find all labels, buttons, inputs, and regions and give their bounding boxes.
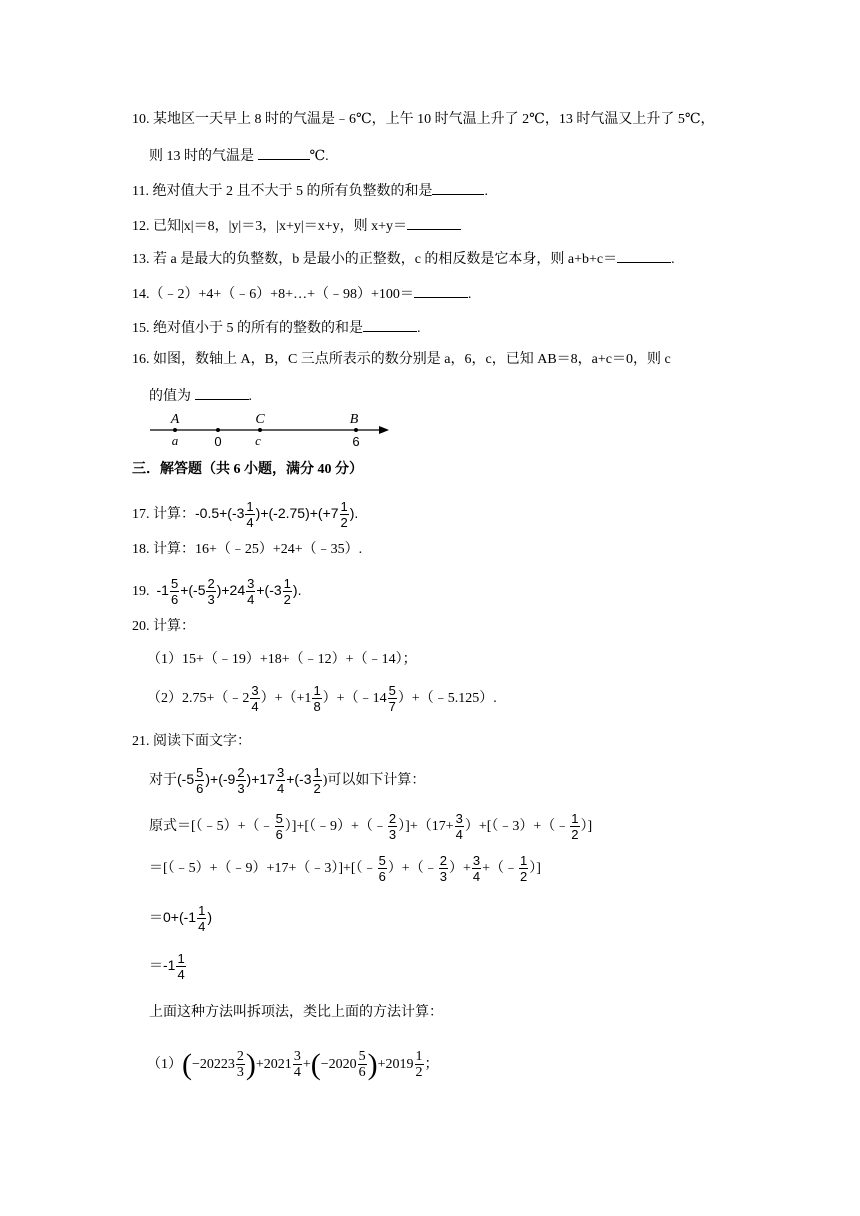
expr-part: ）+（﹣ (387, 861, 438, 876)
q21-line4 (149, 898, 212, 938)
frac-den: 8 (313, 699, 321, 715)
frac-num: 5 (378, 853, 386, 869)
expr-part: ) (207, 909, 212, 925)
answer-blank[interactable] (414, 283, 468, 298)
fraction (236, 1049, 245, 1080)
q17-label: 17. 计算： (132, 507, 195, 522)
answer-blank[interactable] (195, 385, 249, 400)
paren-open: ( (310, 1047, 321, 1081)
expr-part: ）+ (448, 861, 471, 876)
frac-den: 4 (455, 827, 463, 843)
frac-num: 5 (170, 575, 179, 591)
frac-num: 1 (313, 683, 321, 699)
q10-text: 则 13 时的气温是 (149, 149, 258, 164)
frac-num: 1 (246, 498, 254, 514)
frac-den: 7 (388, 699, 396, 715)
frac-den: 4 (177, 966, 185, 982)
expr-part: +(-5 (180, 582, 206, 598)
label-a: a (171, 433, 179, 448)
fraction (313, 765, 322, 796)
expr-part: )可以如下计算： (322, 773, 426, 788)
fraction (340, 499, 349, 530)
frac-den: 4 (198, 918, 206, 934)
q10-line1: 10. 某地区一天早上 8 时的气温是﹣6℃，上午 10 时气温上升了 2℃，13 时气温又上升了 5℃， (132, 112, 715, 127)
frac-num: 2 (237, 764, 245, 780)
frac-den: 4 (293, 1065, 301, 1081)
frac-num: 5 (388, 683, 396, 699)
fraction (378, 853, 387, 884)
q13-period: . (671, 252, 675, 267)
paren-close: ) (367, 1047, 378, 1081)
expr-part: 对于 (149, 773, 177, 788)
label-B: B (349, 412, 359, 427)
expr-part: )+(-2.75)+(+7 (255, 505, 339, 521)
expr-part: +（﹣ (482, 861, 518, 876)
fraction (388, 683, 397, 714)
frac-num: 2 (388, 811, 397, 827)
frac-den: 6 (358, 1065, 366, 1081)
fraction (439, 853, 448, 884)
frac-num: 5 (358, 1049, 366, 1065)
frac-num: 3 (293, 1049, 301, 1065)
expr-part: ）+（﹣14 (322, 691, 387, 706)
frac-den: 4 (247, 591, 255, 607)
frac-den: 6 (275, 827, 283, 843)
q14-period: . (467, 287, 472, 302)
point-c-dot (258, 428, 262, 432)
answer-blank[interactable] (432, 180, 484, 195)
answer-blank[interactable] (363, 317, 417, 332)
fraction (250, 683, 259, 714)
q21-line5 (149, 946, 187, 986)
expr-part: ； (424, 1057, 439, 1072)
origin-dot (216, 428, 220, 432)
frac-num: 3 (472, 853, 481, 869)
point-a-dot (173, 428, 177, 432)
expr-part: )+(-9 (205, 771, 236, 787)
fraction (206, 576, 215, 607)
expr-part: (-5 (177, 771, 195, 787)
q13-text: 13. 若 a 是最大的负整数，b 是最小的正整数，c 的相反数是它本身，则 a+b+c＝ (132, 252, 618, 267)
expr-part: ）+[（﹣3）+（﹣ (464, 819, 570, 834)
expr-part: + (302, 1057, 311, 1072)
fraction (415, 1049, 424, 1080)
fraction (283, 576, 292, 607)
q16-line1: 16. 如图，数轴上 A，B，C 三点所表示的数分别是 a，6，c，已知 AB＝8，a+c＝0，则 c (132, 352, 671, 367)
expr-part: ）]+[（﹣9）+（﹣ (284, 819, 387, 834)
frac-num: 1 (198, 902, 206, 918)
frac-num: 2 (207, 575, 215, 591)
q10-unit: ℃. (309, 149, 329, 164)
frac-num: 2 (439, 853, 447, 869)
expr-part: （2）2.75+（﹣2 (147, 691, 250, 706)
frac-den: 2 (340, 514, 348, 530)
label-zero: 0 (214, 434, 222, 449)
frac-den: 3 (207, 591, 215, 607)
expr-part: −20223 (192, 1057, 235, 1072)
frac-den: 2 (520, 869, 528, 885)
frac-den: 2 (415, 1065, 423, 1081)
frac-den: 6 (196, 780, 204, 796)
expr-part: −2020 (320, 1057, 357, 1072)
fraction (275, 811, 284, 842)
expr-part: ＝[（﹣5）+（﹣9）+17+（﹣3）]+[（﹣ (149, 861, 377, 876)
frac-den: 2 (571, 827, 579, 843)
arrow-right-icon (379, 426, 389, 434)
frac-den: 3 (236, 1065, 244, 1081)
expr-part: ）] (580, 819, 593, 834)
frac-num: 3 (251, 683, 259, 699)
q21-part1 (147, 1037, 439, 1093)
frac-num: 1 (313, 764, 321, 780)
q15-period: . (417, 321, 421, 336)
q20-part1: （1）15+（﹣19）+18+（﹣12）+（﹣14）； (147, 652, 417, 667)
expr-part: -1 (156, 582, 169, 598)
frac-den: 6 (378, 869, 386, 885)
label-A: A (170, 412, 180, 427)
fraction (358, 1049, 367, 1080)
q17 (132, 495, 358, 533)
paren-close: ) (245, 1047, 256, 1081)
expr-part: +2019 (377, 1057, 414, 1072)
q15-text: 15. 绝对值小于 5 的所有的整数的和是 (132, 321, 363, 336)
q20-part2 (147, 680, 497, 718)
frac-den: 2 (313, 780, 321, 796)
q16-period: . (248, 389, 252, 404)
fraction (245, 499, 254, 530)
q20-label: 20. 计算： (132, 619, 195, 634)
q16-line2 (149, 385, 252, 407)
fraction (170, 576, 179, 607)
frac-num: 3 (455, 811, 463, 827)
frac-den: 3 (388, 827, 397, 843)
expr-part: ＝-1 (149, 957, 176, 973)
fraction (176, 951, 185, 982)
frac-num: 2 (236, 1049, 244, 1065)
frac-den: 4 (276, 780, 285, 796)
q11-text: 11. 绝对值大于 2 且不大于 5 的所有负整数的和是 (132, 184, 433, 199)
q21-line2 (149, 808, 592, 846)
frac-num: 1 (415, 1049, 423, 1065)
frac-den: 4 (472, 869, 481, 885)
frac-den: 2 (283, 591, 291, 607)
frac-num: 5 (275, 811, 283, 827)
paren-open: ( (182, 1047, 192, 1081)
expr-part: )+17 (246, 771, 275, 787)
q11-period: . (484, 184, 488, 199)
expr-part: )+24 (216, 582, 246, 598)
expr-part: ）+（+1 (260, 691, 312, 706)
frac-den: 6 (170, 591, 179, 607)
fraction (195, 765, 204, 796)
frac-den: 4 (251, 699, 259, 715)
frac-num: 3 (276, 764, 285, 780)
fraction (570, 811, 579, 842)
expr-part: ）]+（17+ (398, 819, 454, 834)
number-line-figure (145, 408, 395, 452)
expr-part: ). (349, 505, 359, 521)
label-six: 6 (352, 434, 360, 449)
fraction (246, 576, 255, 607)
q12 (132, 215, 461, 237)
q15 (132, 317, 421, 339)
q12-text: 12. 已知|x|＝8，|y|＝3，|x+y|＝x+y，则 x+y＝ (132, 219, 408, 234)
fraction (276, 765, 285, 796)
q13 (132, 248, 675, 270)
answer-blank[interactable] (258, 145, 310, 160)
label-c: c (255, 433, 261, 448)
frac-den: 3 (439, 869, 447, 885)
fraction (312, 683, 321, 714)
expr-part: ）+（﹣5.125）. (397, 691, 497, 706)
fraction (472, 853, 481, 884)
q14 (132, 283, 471, 305)
q21-line1 (149, 760, 425, 800)
section-heading: 三．解答题（共 6 小题，满分 40 分） (132, 462, 363, 477)
frac-num: 1 (177, 950, 185, 966)
label-C: C (255, 412, 265, 427)
answer-blank[interactable] (617, 248, 671, 263)
frac-num: 1 (520, 853, 528, 869)
expr-part: +(-3 (286, 771, 312, 787)
fraction (293, 1049, 302, 1080)
expr-part: +(-3 (256, 582, 282, 598)
q11 (132, 180, 488, 202)
frac-num: 1 (340, 498, 348, 514)
frac-den: 3 (237, 780, 245, 796)
fraction (197, 903, 206, 934)
frac-num: 5 (196, 764, 204, 780)
expr-part: ＝0+(-1 (149, 909, 197, 925)
answer-blank[interactable] (407, 215, 461, 230)
frac-num: 1 (283, 575, 291, 591)
fraction (236, 765, 245, 796)
frac-num: 3 (247, 575, 255, 591)
frac-den: 4 (246, 514, 254, 530)
q21-note: 上面这种方法叫拆项法，类比上面的方法计算： (149, 1005, 443, 1020)
expr-part: ）] (529, 861, 541, 876)
q16-text: 的值为 (149, 389, 195, 404)
expr-part: +2021 (255, 1057, 292, 1072)
expr-part: ). (292, 582, 302, 598)
q14-text: 14.（﹣2）+4+（﹣6）+8+…+（﹣98）+100＝ (132, 287, 414, 302)
q19 (132, 572, 301, 610)
fraction (519, 853, 528, 884)
frac-num: 1 (571, 811, 579, 827)
q19-label: 19. (132, 584, 150, 599)
q21-label: 21. 阅读下面文字： (132, 734, 251, 749)
q18: 18. 计算：16+（﹣25）+24+（﹣35）. (132, 542, 363, 557)
q21-line3 (149, 850, 541, 888)
expr-part: 原式＝[（﹣5）+（﹣ (149, 819, 274, 834)
point-b-dot (354, 428, 358, 432)
fraction (388, 811, 397, 842)
fraction (455, 811, 464, 842)
q10-line2 (149, 145, 329, 167)
expr-part: -0.5+(-3 (195, 505, 245, 521)
expr-part: （1） (147, 1057, 182, 1072)
